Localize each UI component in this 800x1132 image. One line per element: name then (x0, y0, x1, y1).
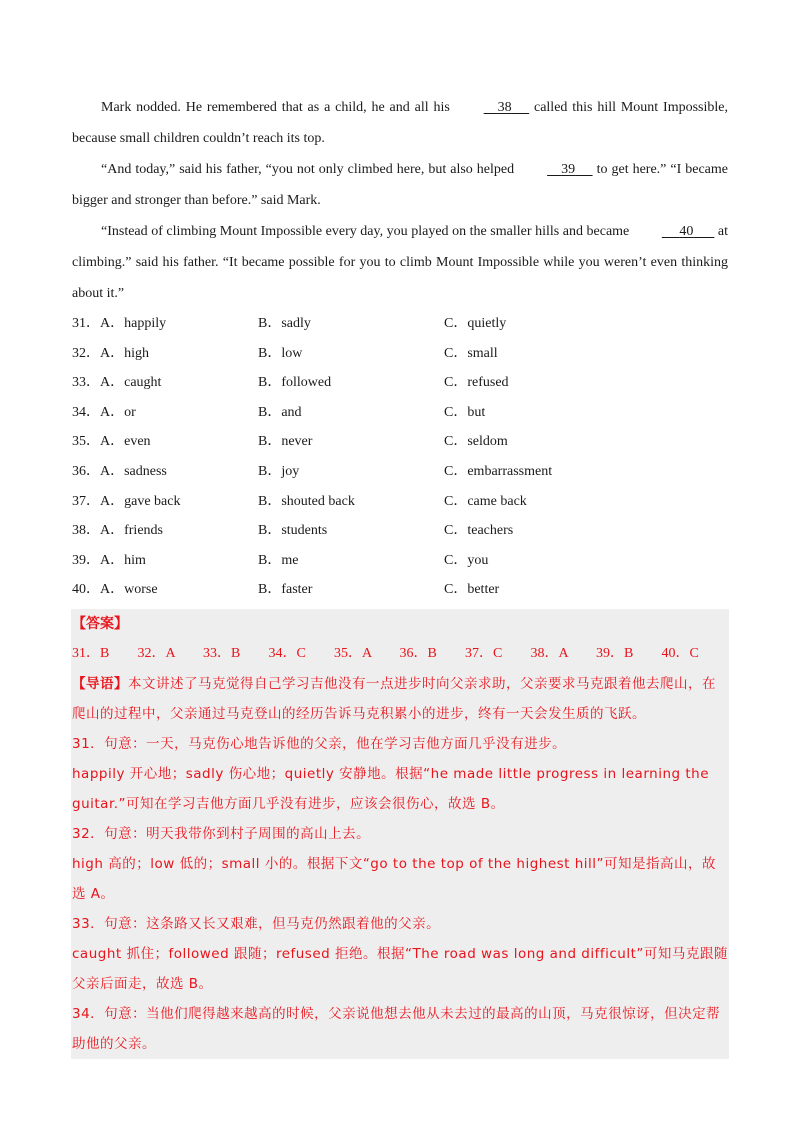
option-a (72, 309, 258, 339)
answer-key: 33．B (203, 645, 241, 661)
explanation-32-body: high 高的；low 低的；small 小的。根据下文“go to the top of the highest hill”可知是指高山，故选 A。 (72, 855, 717, 902)
question-number: 40． (72, 582, 100, 598)
question-number: 39． (72, 552, 100, 568)
option-b: B．low (258, 345, 303, 361)
option-a-text: A．happily (100, 316, 167, 331)
answer-key: 40．C (661, 645, 699, 661)
option-b: B．and (258, 404, 302, 420)
option-a-text: A．him (100, 552, 146, 568)
question-number: 31． (72, 316, 100, 331)
option-b: B．sadly (258, 316, 311, 331)
explanation-33-body: caught 抓住；followed 跟随；refused 拒绝。根据“The road was long and difficult”可知马克跟随父亲后面走，故选 B。 (72, 945, 728, 992)
option-row (72, 457, 728, 487)
option-c: C．came back (444, 493, 527, 509)
option-c: C．but (444, 404, 486, 420)
option-b: B．joy (258, 463, 300, 479)
option-row (72, 487, 728, 517)
answer-keys (72, 639, 728, 669)
option-row (72, 516, 728, 546)
answer-key: 36．B (399, 645, 437, 661)
option-c: C．seldom (444, 434, 508, 450)
option-row (72, 575, 728, 605)
option-c: C．embarrassment (444, 463, 553, 479)
guide-text: 本文讲述了马克觉得自己学习吉他没有一点进步时向父亲求助，父亲要求马克跟着他去爬山，在爬山的过程中，父亲通过马克登山的经历告诉马克积累小的进步，终有一天会发生质的飞跃。 (72, 675, 716, 722)
option-row (72, 546, 728, 576)
option-b: B．students (258, 523, 328, 539)
passage-paragraph-1 (72, 92, 728, 154)
question-number: 33． (72, 375, 100, 391)
answer-key: 32．A (137, 645, 176, 661)
passage-text: “And today,” said his father, “you not only climbed here, but also helped (101, 162, 519, 177)
option-a-text: A．or (100, 404, 136, 420)
option-b: B．never (258, 434, 313, 450)
answer-key: 37．C (465, 645, 503, 661)
option-c: C．quietly (444, 316, 507, 331)
blank-38: 38 (497, 100, 512, 115)
option-c: C．refused (444, 375, 509, 391)
answer-key: 38．A (530, 645, 569, 661)
option-a-text: A．gave back (100, 493, 181, 509)
option-a-text: A．high (100, 345, 149, 361)
passage-text: “Instead of climbing Mount Impossible every day, you played on the smaller hills and became (101, 224, 633, 239)
option-a (72, 575, 258, 605)
question-number: 37． (72, 493, 100, 509)
option-a (72, 398, 258, 428)
option-a (72, 546, 258, 576)
answer-section (71, 609, 729, 1059)
option-row (72, 368, 728, 398)
option-b: B．shouted back (258, 493, 355, 509)
option-row (72, 339, 728, 369)
option-a (72, 339, 258, 369)
option-a-text: A．friends (100, 523, 163, 539)
explanation-33-title: 33．句意：这条路又长又艰难，但马克仍然跟着他的父亲。 (72, 915, 441, 932)
question-number: 34． (72, 404, 100, 420)
guide-tag: 【导语】 (72, 675, 128, 692)
question-number: 36． (72, 463, 100, 479)
option-a (72, 368, 258, 398)
option-c: C．you (444, 552, 489, 568)
option-row (72, 309, 728, 339)
document-page (72, 92, 728, 1059)
answer-key: 31．B (72, 645, 110, 661)
explanation-31-title: 31．句意：一天，马克伤心地告诉他的父亲，他在学习吉他方面几乎没有进步。 (72, 735, 567, 752)
option-a-text: A．even (100, 434, 151, 450)
answer-heading: 【答案】 (72, 615, 128, 632)
option-row (72, 427, 728, 457)
option-a-text: A．worse (100, 582, 158, 598)
option-a (72, 427, 258, 457)
option-b: B．me (258, 552, 299, 568)
question-number: 38． (72, 523, 100, 539)
option-c: C．small (444, 345, 498, 361)
option-c: C．teachers (444, 523, 514, 539)
passage-text: at climbing.” said his father. “It became possible for you to climb Mount Impossible while you weren’t even thinking about it.” (72, 224, 728, 301)
answer-key: 34．C (268, 645, 306, 661)
blank-40: 40 (679, 224, 694, 239)
explanation-34-title: 34．句意：当他们爬得越来越高的时候，父亲说他想去他从未去过的最高的山顶，马克很惊讶，但决定帮助他的父亲。 (72, 1005, 721, 1052)
passage-text: Mark nodded. He remembered that as a child, he and all his (101, 100, 455, 115)
option-a (72, 487, 258, 517)
passage-text: called this hill Mount Impossible, because small children couldn’t reach its top. (72, 100, 728, 146)
question-number: 32． (72, 345, 100, 361)
option-b: B．followed (258, 375, 332, 391)
option-b: B．faster (258, 582, 313, 598)
option-a (72, 457, 258, 487)
options-list (72, 309, 728, 605)
option-a (72, 516, 258, 546)
passage-paragraph-3 (72, 216, 728, 309)
question-number: 35． (72, 434, 100, 450)
passage-text: to get here.” “I became bigger and stronger than before.” said Mark. (72, 162, 728, 208)
blank-39: 39 (561, 162, 576, 177)
option-row (72, 398, 728, 428)
answer-key: 35．A (334, 645, 373, 661)
answer-key: 39．B (596, 645, 634, 661)
explanation-31-body: happily 开心地；sadly 伤心地；quietly 安静地。根据“he made little progress in learning the guitar.”可知在学习吉他方面几乎没有进步，应该会很伤心，故选 B。 (72, 765, 710, 812)
option-c: C．better (444, 582, 500, 598)
guide-paragraph (72, 669, 728, 729)
option-a-text: A．sadness (100, 463, 167, 479)
option-a-text: A．caught (100, 375, 162, 391)
explanation-32-title: 32．句意：明天我带你到村子周围的高山上去。 (72, 825, 371, 842)
passage-paragraph-2 (72, 154, 728, 216)
